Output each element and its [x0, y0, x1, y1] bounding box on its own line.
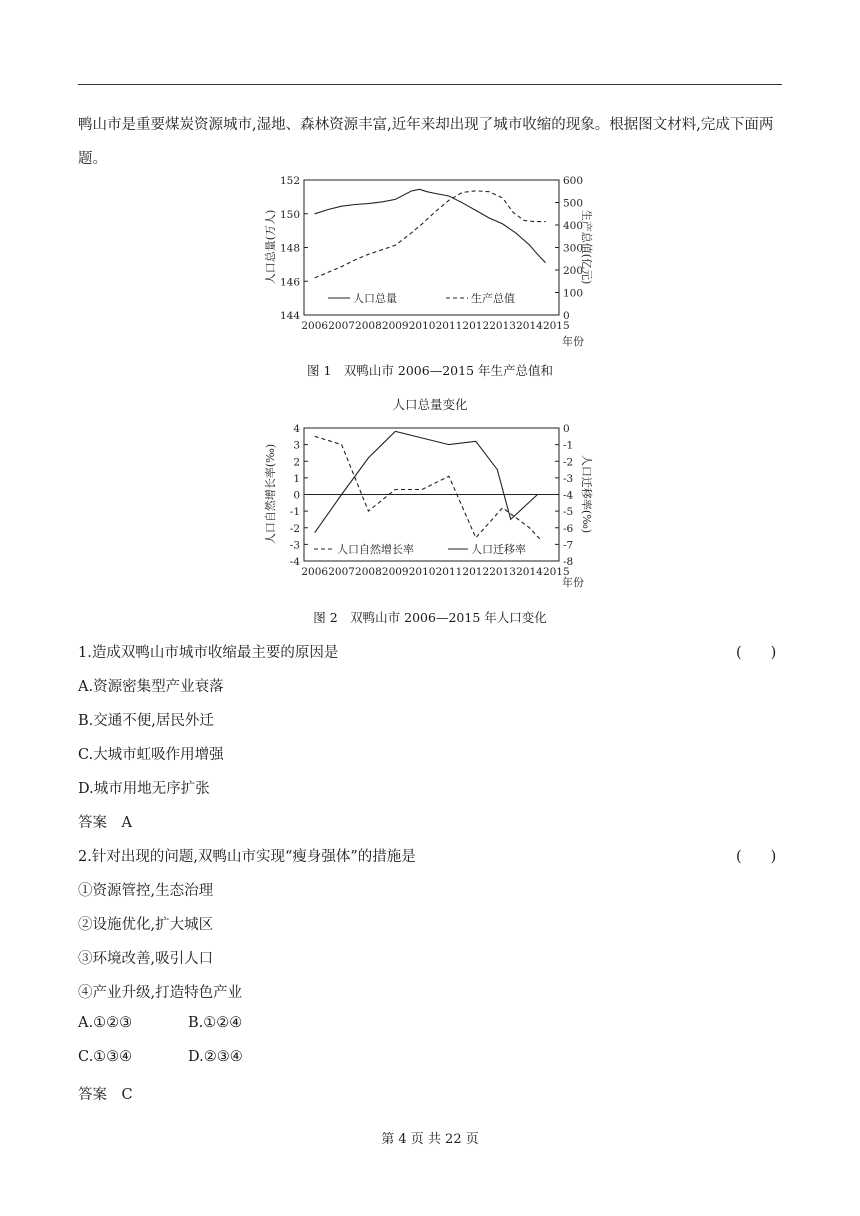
x-tick-label: 2015: [542, 320, 570, 332]
y-left-tick-label: 2: [293, 456, 300, 469]
q2-item-2: ②设施优化,扩大城区: [78, 917, 214, 933]
y-right-tick-label: -6: [563, 522, 574, 535]
series-line-left: [315, 436, 541, 539]
q1-option-d: D.城市用地无序扩张: [78, 781, 210, 797]
series-line-right: [315, 431, 538, 532]
series-line-left: [315, 189, 546, 262]
figure2-xunit: 年份: [562, 576, 584, 589]
legend-label-gdp: 生产总值: [471, 292, 515, 305]
y-left-tick-label: 144: [279, 310, 300, 322]
y-left-tick-label: -4: [289, 556, 300, 568]
figure1-caption-line1: 图 1 双鸭山市 2006—2015 年生产总值和: [307, 363, 553, 378]
q2-option-c: C.①③④: [78, 1049, 133, 1065]
q1-answer-blank: ( ): [736, 645, 777, 661]
series-line-right: [315, 191, 546, 278]
figure1-ylabel-left: 人口总量(万人): [264, 209, 277, 285]
q2-item-3: ③环境改善,吸引人口: [78, 951, 214, 967]
y-right-tick-label: 500: [563, 197, 584, 210]
y-right-tick-label: -5: [563, 506, 574, 519]
x-tick-label: 2010: [408, 566, 436, 578]
x-tick-label: 2013: [489, 320, 516, 332]
x-tick-label: 2009: [381, 320, 409, 332]
x-tick-label: 2012: [462, 320, 490, 332]
x-tick-label: 2007: [328, 320, 355, 332]
figure2-ylabel-right: 人口迁移率(‰): [580, 454, 593, 534]
x-tick-label: 2008: [355, 320, 382, 332]
figure1-plot-frame: [304, 180, 559, 315]
q1-answer: 答案 A: [78, 815, 132, 831]
q2-stem: 2.针对出现的问题,双鸭山市实现“瘦身强体”的措施是: [78, 849, 416, 865]
figure2-caption: 图 2 双鸭山市 2006—2015 年人口变化: [313, 610, 547, 625]
legend-label-migration: 人口迁移率: [471, 543, 526, 556]
x-tick-label: 2006: [301, 320, 329, 332]
figure1-caption-line2: 人口总量变化: [392, 397, 468, 412]
y-left-tick-label: 1: [293, 472, 300, 485]
y-right-tick-label: -8: [563, 556, 574, 568]
y-right-tick-label: 0: [563, 423, 570, 435]
y-right-tick-label: 100: [563, 287, 584, 300]
figure1-ylabel-right: 生产总值(亿元): [580, 209, 593, 285]
figure1-chart: [260, 170, 593, 355]
q2-option-b: B.①②④: [188, 1015, 243, 1031]
legend-label-population: 人口总量: [353, 292, 397, 305]
y-left-tick-label: -2: [289, 522, 300, 535]
y-right-tick-label: 200: [563, 265, 584, 277]
y-right-tick-label: 400: [563, 220, 584, 232]
y-left-tick-label: 152: [279, 175, 300, 187]
q1-option-b: B.交通不便,居民外迁: [78, 713, 214, 729]
q1-option-c: C.大城市虹吸作用增强: [78, 747, 224, 763]
figure1-legend: [328, 291, 515, 305]
y-right-tick-label: -2: [563, 456, 574, 469]
intro-paragraph: 鸭山市是重要煤炭资源城市,湿地、森林资源丰富,近年来却出现了城市收缩的现象。根据图文材料,完成下面两题。: [78, 117, 774, 167]
y-left-tick-label: 0: [293, 489, 300, 502]
y-left-tick-label: 4: [293, 423, 300, 435]
figure2-chart: [260, 418, 593, 589]
x-tick-label: 2014: [516, 566, 543, 578]
q1-option-a: A.资源密集型产业衰落: [78, 679, 224, 695]
figure2-legend: [314, 542, 526, 556]
legend-label-natural-growth: 人口自然增长率: [337, 543, 414, 556]
y-right-tick-label: -7: [563, 539, 574, 552]
x-tick-label: 2007: [328, 566, 355, 578]
figure1-xunit: 年份: [562, 335, 584, 348]
y-left-tick-label: 148: [279, 242, 300, 255]
q2-option-a: A.①②③: [78, 1015, 133, 1031]
x-tick-label: 2013: [489, 566, 516, 578]
page-footer: 第 4 页 共 22 页: [381, 1132, 479, 1147]
y-right-tick-label: 600: [563, 175, 584, 187]
y-left-tick-label: 146: [279, 276, 300, 289]
x-tick-label: 2014: [516, 320, 543, 332]
y-right-tick-label: 0: [563, 310, 570, 322]
x-tick-label: 2010: [408, 320, 436, 332]
q2-option-d: D.②③④: [188, 1049, 243, 1065]
y-left-tick-label: 150: [279, 208, 300, 221]
y-right-tick-label: -1: [563, 439, 574, 452]
y-left-tick-label: -3: [289, 539, 300, 552]
q2-item-1: ①资源管控,生态治理: [78, 883, 214, 899]
x-tick-label: 2011: [435, 566, 463, 578]
x-tick-label: 2006: [301, 566, 329, 578]
y-left-tick-label: -1: [289, 506, 300, 519]
y-right-tick-label: -4: [563, 489, 574, 502]
x-tick-label: 2009: [381, 566, 409, 578]
header-rule: [78, 84, 782, 85]
q2-answer-blank: ( ): [736, 849, 777, 865]
x-tick-label: 2011: [435, 320, 463, 332]
q1-stem: 1.造成双鸭山市城市收缩最主要的原因是: [78, 645, 339, 661]
y-left-tick-label: 3: [293, 439, 300, 452]
x-tick-label: 2012: [462, 566, 490, 578]
figure2-ylabel-left: 人口自然增长率(‰): [264, 443, 277, 545]
x-tick-label: 2015: [542, 566, 570, 578]
y-right-tick-label: 300: [563, 242, 584, 255]
q2-answer: 答案 C: [78, 1087, 133, 1103]
x-tick-label: 2008: [355, 566, 382, 578]
q2-item-4: ④产业升级,打造特色产业: [78, 985, 243, 1001]
y-right-tick-label: -3: [563, 472, 574, 485]
